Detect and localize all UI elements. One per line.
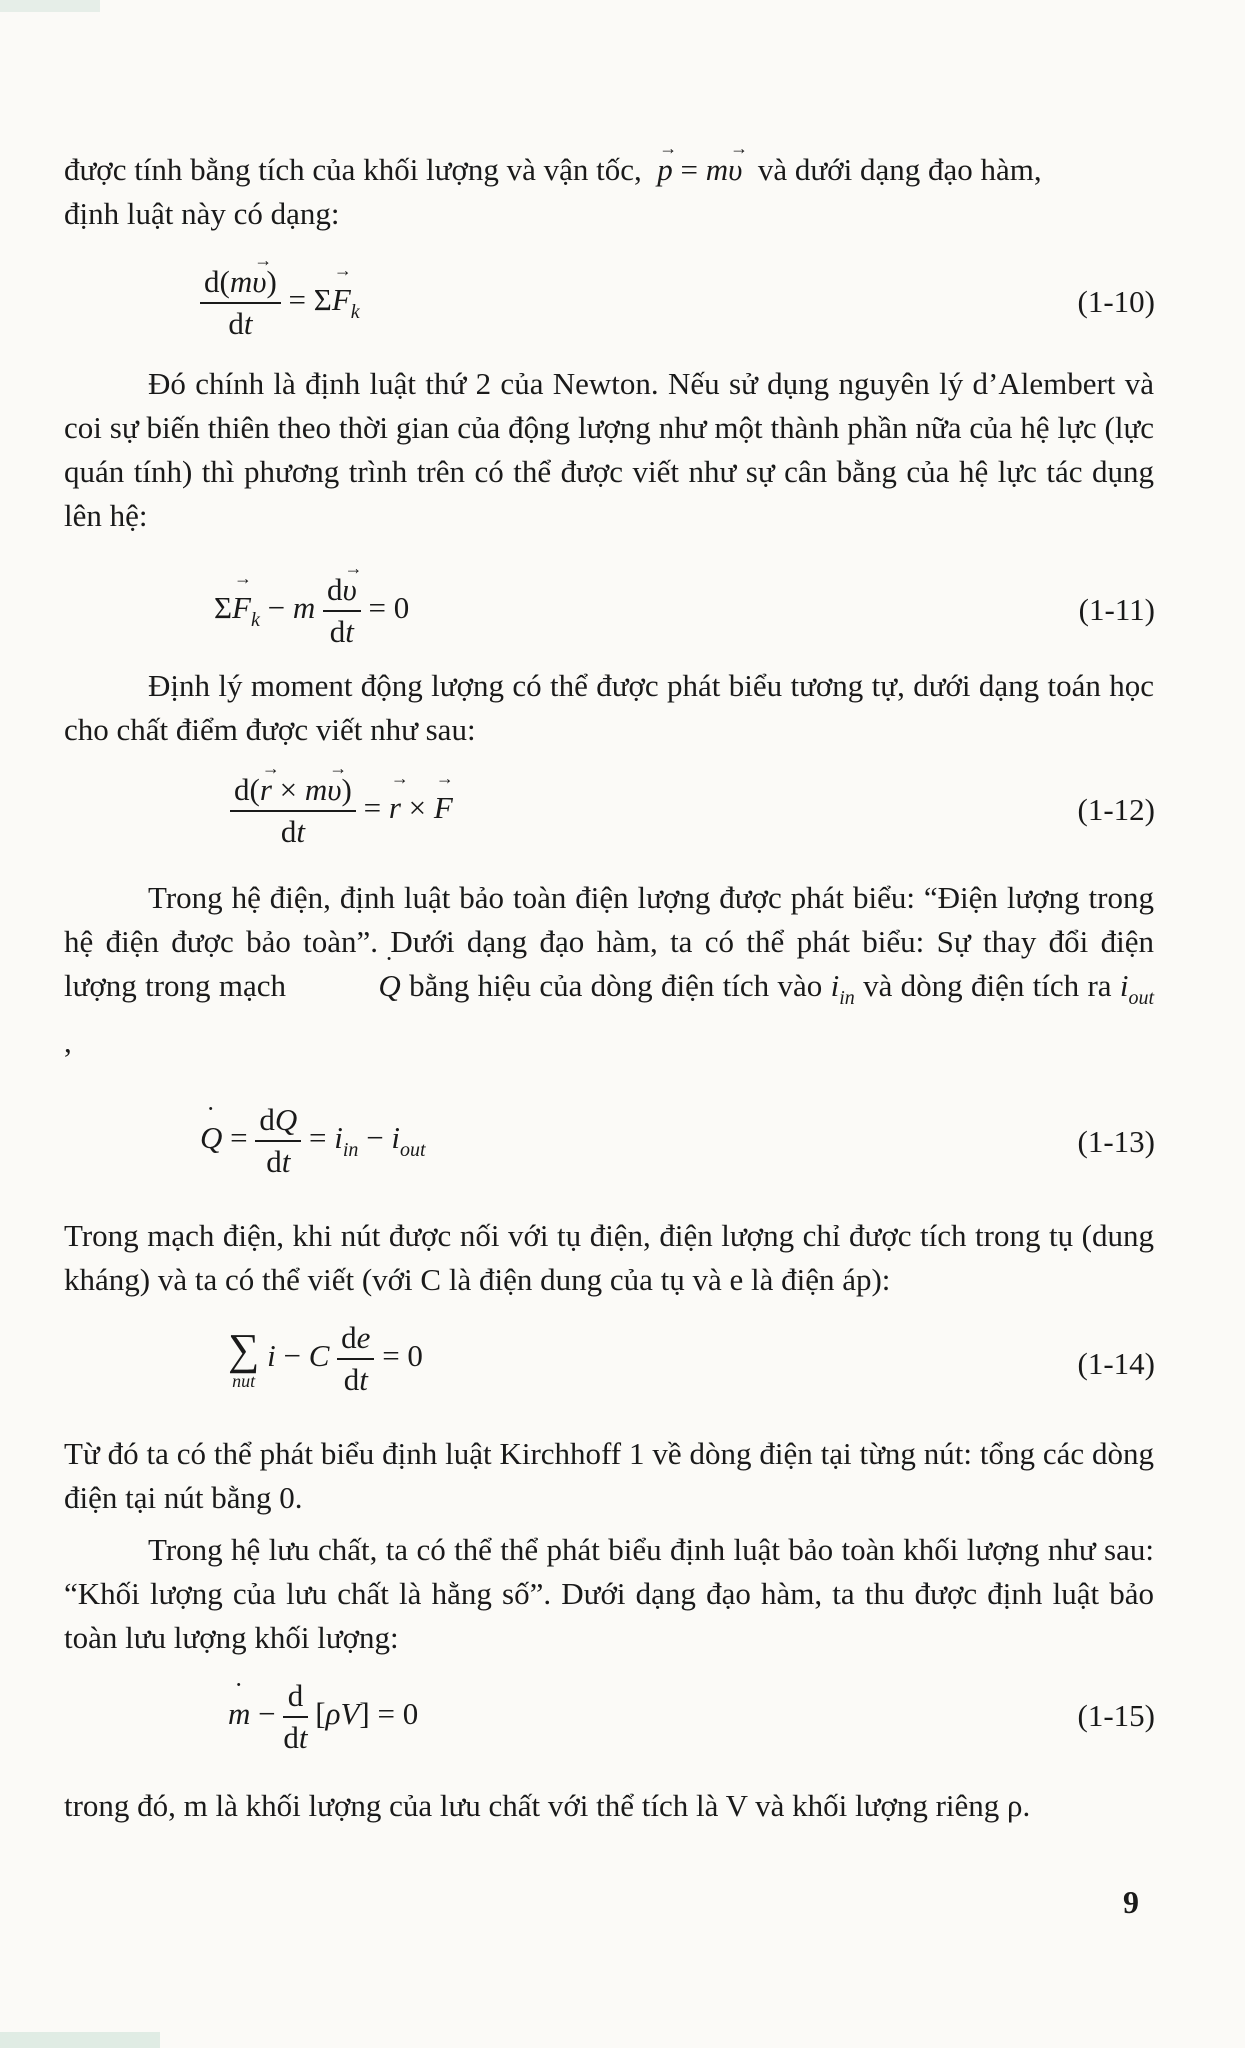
equation-number: (1-14) (1077, 1346, 1155, 1381)
paragraph-angular-momentum: Định lý moment động lượng có thể được phát biểu tương tự, dưới dạng toán học cho chất điểm được viết như sau: (64, 668, 1154, 747)
paragraph-newton: Đó chính là định luật thứ 2 của Newton. Nếu sử dụng nguyên lý d’Alembert và coi sự biến thiên theo thời gian của động lượng như một thành phần nữa của hệ lực (lực quán tính) thì phương trình trên có thể được viết như sự cân bằng của hệ lực tác dụng lên hệ: (64, 366, 1154, 533)
scan-edge (0, 0, 100, 12)
text-run: được tính bằng tích của khối lượng và vận tốc, (64, 152, 642, 187)
equation-number: (1-11) (1078, 592, 1155, 627)
equation-number: (1-15) (1077, 1698, 1155, 1733)
equation-1-12: $\frac{d(\to r \times m\to \upsilon)}{dt}$ = → r × → F (1-12) (0, 770, 1245, 860)
text-run: và dưới dạng đạo hàm, (757, 152, 1042, 187)
paragraph-fluid: Trong hệ lưu chất, ta có thể thể phát biểu định luật bảo toàn khối lượng như sau: “Khối lượng của lưu chất là hằng số”. Dưới dạng đạo hàm, ta thu được định luật bảo toàn lưu lượng khối lượng: (64, 1532, 1154, 1655)
paragraph-momentum: được tính bằng tích của khối lượng và vận tốc, → p = m→ υ và dưới dạng đạo hàm, định luật này có dạng: (64, 148, 1154, 236)
equation-1-10: $\frac{d(m\to \upsilon)}{dt}$ = $\Sigma\to F_k$ (1-10) (0, 262, 1245, 352)
equation-1-11: $\Sigma\to F_k - m$ $\frac{d\to \upsilon}{dt}$ = 0 (1-11) (0, 570, 1245, 660)
equation-1-15: ˙ m − $\frac{d}{dt}$ [ρV] = 0 (1-15) (0, 1676, 1245, 1766)
text-run: Trong hệ điện, định luật bảo toàn điện lượng được phát biểu: “Điện lượng trong hệ điện được bảo toàn”. Dưới dạng đạo hàm, ta có thể phát biểu: Sự thay đổi điện lượng trong mạch (64, 880, 1154, 1003)
equation-number: (1-10) (1077, 284, 1155, 319)
paragraph-electric: Trong hệ điện, định luật bảo toàn điện lượng được phát biểu: “Điện lượng trong hệ điện được bảo toàn”. Dưới dạng đạo hàm, ta có thể phát biểu: Sự thay đổi điện lượng trong mạch ˙ Q bằng hiệu của dòng điện tích vào $i_{in}$ và dòng điện tích ra $i_{out}$ , (64, 876, 1154, 1064)
equation-number: (1-13) (1077, 1124, 1155, 1159)
scan-edge (0, 2032, 160, 2048)
text-run: định luật này có dạng: (64, 196, 340, 231)
equation-1-14: ∑ nut i − C $\frac{de}{dt}$ = 0 (1-14) (228, 1320, 1155, 1397)
text-run: và dòng điện tích ra (863, 968, 1112, 1003)
text-run: bằng hiệu của dòng điện tích vào (409, 968, 823, 1003)
page-number: 9 (1123, 1884, 1139, 1920)
paragraph-fluid-definitions: trong đó, m là khối lượng của lưu chất với thể tích là V và khối lượng riêng ρ. (64, 1788, 1031, 1823)
paragraph-capacitor: Trong mạch điện, khi nút được nối với tụ điện, điện lượng chỉ được tích trong tụ (dung kháng) và ta có thể viết (với C là điện dung của tụ và e là điện áp): (64, 1218, 1154, 1297)
equation-number: (1-12) (1077, 792, 1155, 827)
paragraph-kirchhoff: Từ đó ta có thể phát biểu định luật Kirchhoff 1 về dòng điện tại từng nút: tổng các dòng điện tại nút bằng 0. (64, 1436, 1154, 1515)
equation-1-13: ˙ Q = $\frac{dQ}{dt}$ = $i_{in} - i_{out}$ (1-13) (0, 1100, 1245, 1190)
